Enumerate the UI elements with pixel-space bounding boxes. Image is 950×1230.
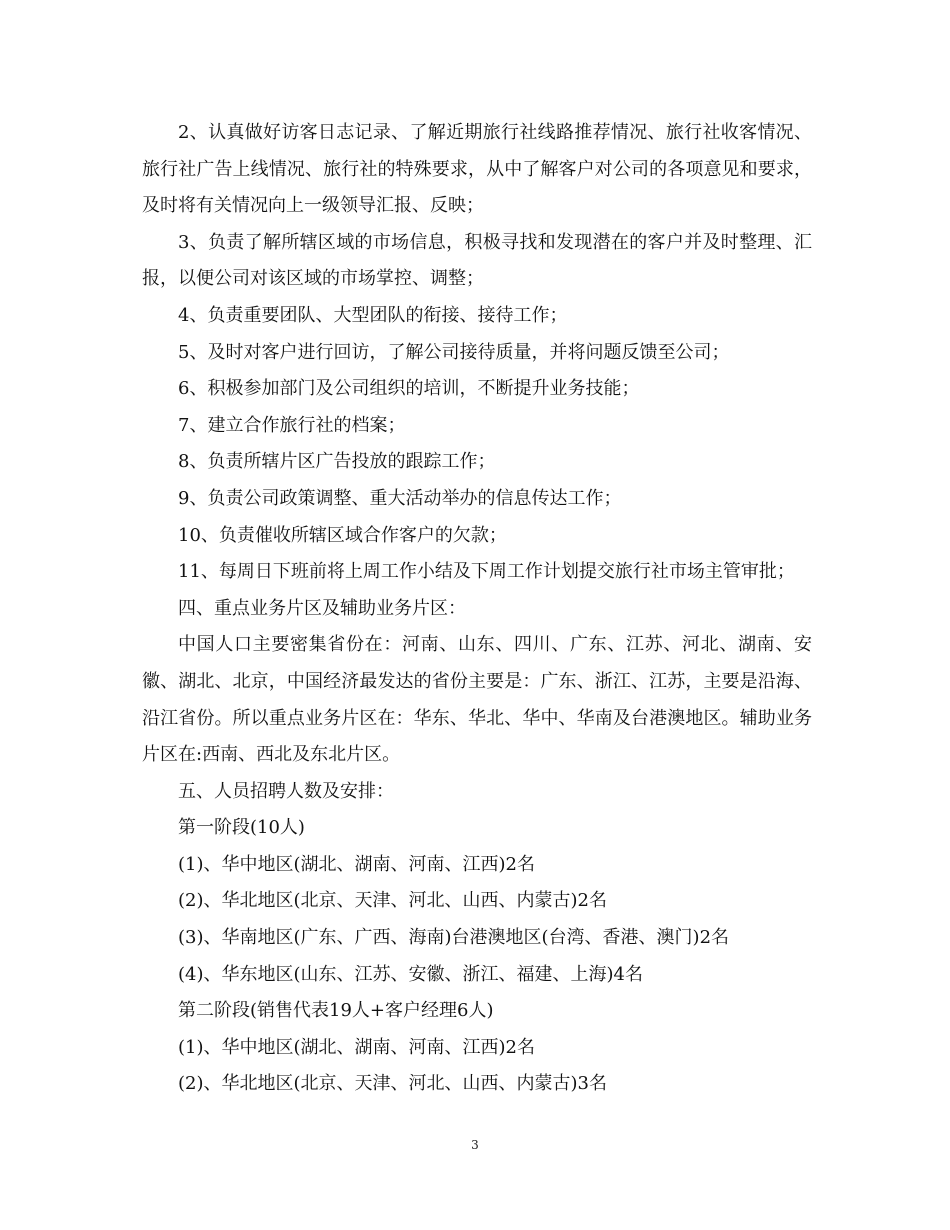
list-item: (2)、华北地区(北京、天津、河北、山西、内蒙古)3名	[178, 1073, 607, 1095]
phase-heading: 第一阶段(10人)	[178, 817, 305, 839]
page-number: 3	[471, 1138, 479, 1152]
paragraph: 2、认真做好访客日志记录、了解近期旅行社线路推荐情况、旅行社收客情况、旅行社广告上线情况、旅行社的特殊要求，从中了解客户对公司的各项意见和要求，及时将有关情况向上一级领导汇报、反映；	[142, 122, 812, 217]
list-item: (2)、华北地区(北京、天津、河北、山西、内蒙古)2名	[178, 890, 607, 912]
section-heading: 四、重点业务片区及辅助业务片区：	[178, 597, 466, 619]
paragraph: 10、负责催收所辖区域合作客户的欠款；	[178, 524, 507, 546]
paragraph: 8、负责所辖片区广告投放的跟踪工作；	[178, 451, 496, 473]
list-item: (4)、华东地区(山东、江苏、安徽、浙江、福建、上海)4名	[178, 963, 643, 985]
paragraph: 7、建立合作旅行社的档案；	[178, 414, 406, 436]
list-item: (3)、华南地区(广东、广西、海南)台港澳地区(台湾、香港、澳门)2名	[178, 927, 730, 949]
paragraph: 3、负责了解所辖区域的市场信息，积极寻找和发现潜在的客户并及时整理、汇报，以便公司对该区域的市场掌控、调整；	[142, 231, 812, 290]
list-item: (1)、华中地区(湖北、湖南、河南、江西)2名	[178, 853, 535, 875]
paragraph: 5、及时对客户进行回访，了解公司接待质量，并将问题反馈至公司；	[178, 341, 730, 363]
document-body	[142, 115, 812, 1103]
paragraph: 11、每周日下班前将上周工作小结及下周工作计划提交旅行社市场主管审批；	[178, 561, 795, 583]
paragraph: 中国人口主要密集省份在：河南、山东、四川、广东、江苏、河北、湖南、安徽、湖北、北京，中国经济最发达的省份主要是：广东、浙江、江苏，主要是沿海、沿江省份。所以重点业务片区在：华东、华北、华中、华南及台港澳地区。辅助业务片区在:西南、西北及东北片区。	[142, 634, 812, 766]
paragraph: 6、积极参加部门及公司组织的培训，不断提升业务技能；	[178, 378, 640, 400]
list-item: (1)、华中地区(湖北、湖南、河南、江西)2名	[178, 1036, 535, 1058]
section-heading: 五、人员招聘人数及安排：	[178, 780, 394, 802]
phase-heading: 第二阶段(销售代表19人+客户经理6人)	[178, 1000, 494, 1022]
paragraph: 4、负责重要团队、大型团队的衔接、接待工作；	[178, 304, 568, 326]
paragraph: 9、负责公司政策调整、重大活动举办的信息传达工作；	[178, 487, 622, 509]
